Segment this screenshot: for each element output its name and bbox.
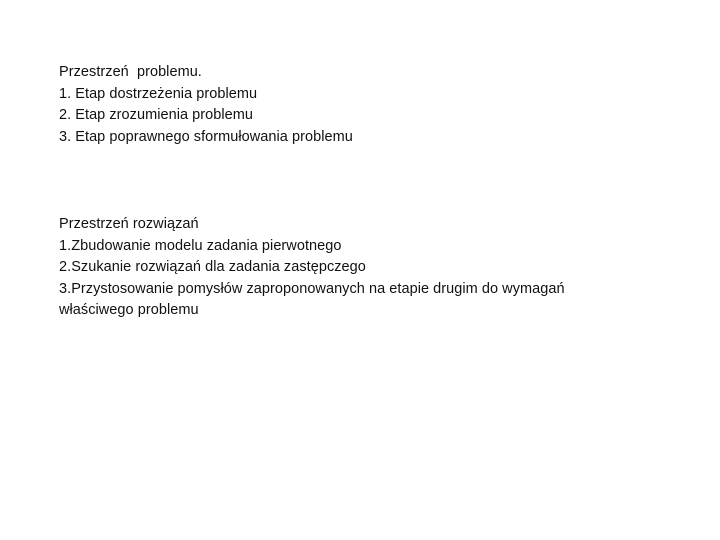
- problem-space-title: Przestrzeń problemu.: [59, 64, 202, 80]
- solution-space-section: [59, 214, 699, 322]
- solution-step-item-3-continuation: właściwego problemu: [59, 302, 199, 318]
- problem-stage-item-1: 1. Etap dostrzeżenia problemu: [59, 85, 258, 102]
- problem-space-section: [59, 62, 699, 148]
- solution-space-title: Przestrzeń rozwiązań: [59, 216, 199, 232]
- problem-stage-item-3: 3. Etap poprawnego sformułowania problemu: [59, 128, 353, 145]
- problem-stage-item-2: 2. Etap zrozumienia problemu: [59, 107, 254, 123]
- solution-step-item-3: 3.Przystosowanie pomysłów zaproponowanych na etapie drugim do wymagań: [59, 280, 565, 297]
- solution-step-item-2: 2.Szukanie rozwiązań dla zadania zastępczego: [59, 259, 366, 275]
- solution-step-item-1: 1.Zbudowanie modelu zadania pierwotnego: [59, 237, 342, 254]
